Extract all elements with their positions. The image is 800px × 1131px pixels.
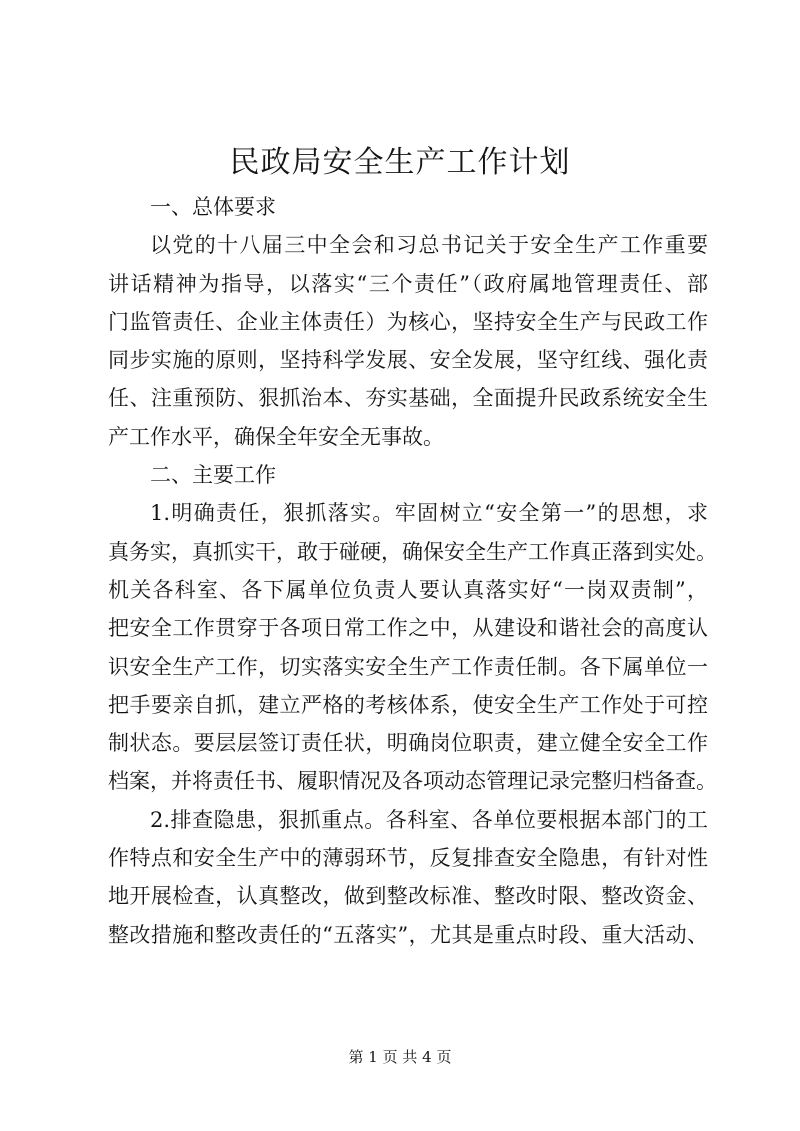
document-body <box>108 188 717 954</box>
page-number: 第 1 页 共 4 页 <box>348 1048 452 1066</box>
section-heading: 一、总体要求 <box>150 195 276 219</box>
text-line: 把安全工作贯穿于各项日常工作之中，从建设和谐社会的高度认 <box>108 616 708 641</box>
text-line: 档案，并将责任书、履职情况及各项动态管理记录完整归档备查。 <box>108 769 717 794</box>
document-title: 民政局安全生产工作计划 <box>229 145 571 180</box>
text-line: 真务实，真抓实干，敢于碰硬，确保安全生产工作真正落到实处。 <box>108 539 717 564</box>
text-line: 以党的十八届三中全会和习总书记关于安全生产工作重要 <box>150 233 708 258</box>
text-line: 识安全生产工作，切实落实安全生产工作责任制。各下属单位一 <box>108 654 708 679</box>
text-line: 门监管责任、企业主体责任）为核心，坚持安全生产与民政工作 <box>108 309 708 334</box>
section-heading: 二、主要工作 <box>150 463 276 488</box>
text-line: 同步实施的原则，坚持科学发展、安全发展，坚守红线、强化责 <box>108 348 708 373</box>
text-line: 把手要亲自抓，建立严格的考核体系，使安全生产工作处于可控 <box>108 692 708 717</box>
text-line: 整改措施和整改责任的“五落实”，尤其是重点时段、重大活动、 <box>108 922 708 947</box>
text-line: 任、注重预防、狠抓治本、夯实基础，全面提升民政系统安全生 <box>108 386 708 411</box>
text-line: 机关各科室、各下属单位负责人要认真落实好“一岗双责制”， <box>108 577 708 602</box>
text-line: 讲话精神为指导，以落实“三个责任”（政府属地管理责任、部 <box>108 271 708 296</box>
text-line: 2.排查隐患，狠抓重点。各科室、各单位要根据本部门的工 <box>150 807 708 832</box>
text-line: 地开展检查，认真整改，做到整改标准、整改时限、整改资金、 <box>108 884 708 909</box>
text-line: 制状态。要层层签订责任状，明确岗位职责，建立健全安全工作 <box>108 731 708 756</box>
text-line: 作特点和安全生产中的薄弱环节，反复排查安全隐患，有针对性 <box>108 846 708 871</box>
text-line: 产工作水平，确保全年安全无事故。 <box>108 424 444 449</box>
text-line: 1.明确责任，狠抓落实。牢固树立“安全第一”的思想，求 <box>150 501 708 526</box>
